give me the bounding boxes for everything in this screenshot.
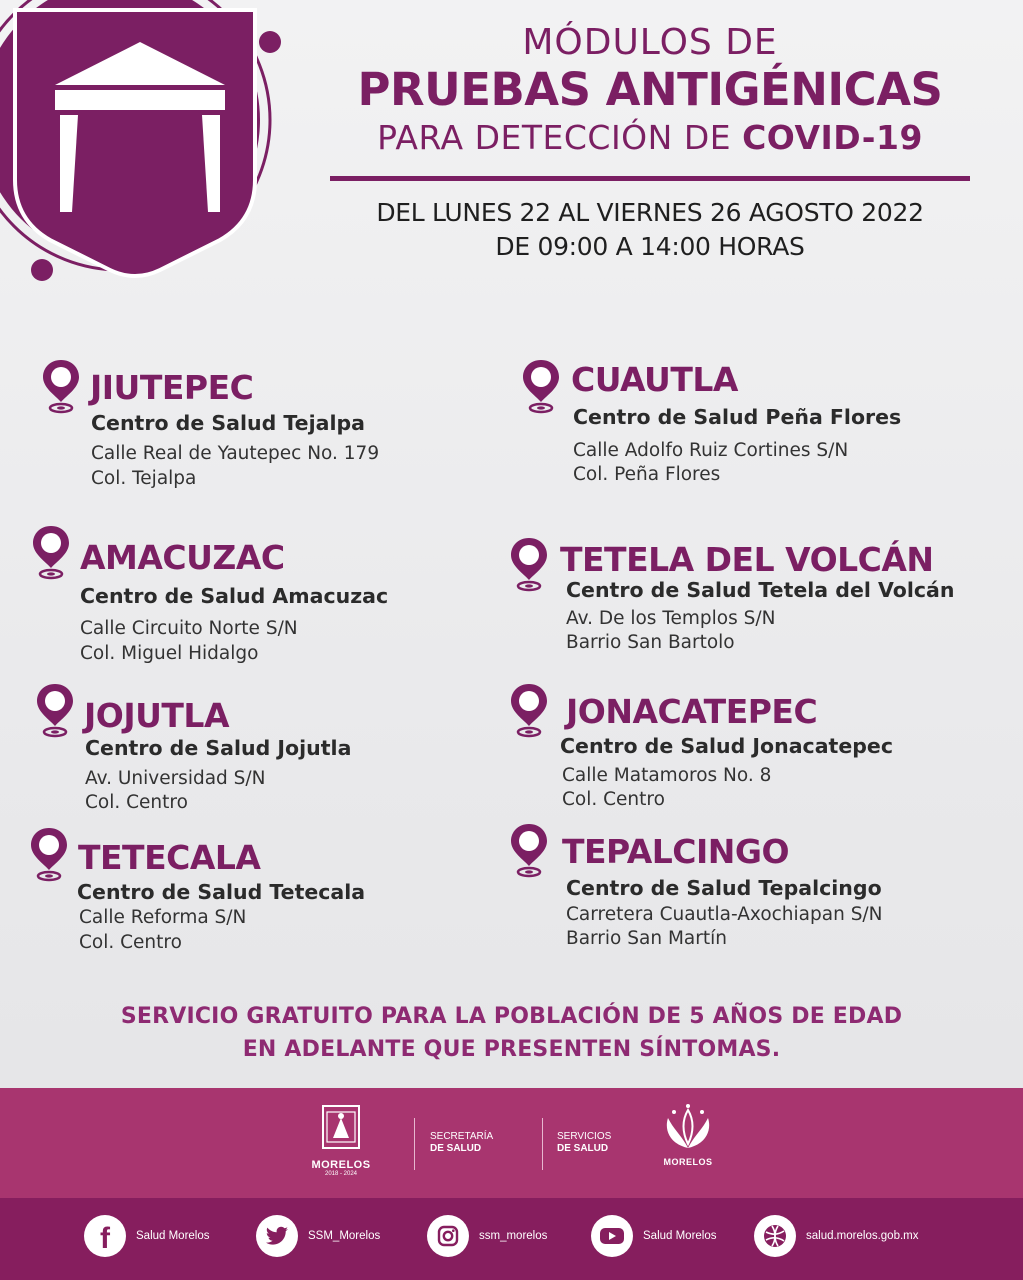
center-name: Centro de Salud Peña Flores [573,405,902,429]
social-instagram[interactable] [427,1215,547,1257]
address-line-2: Col. Centro [85,792,188,813]
morelos-shield-logo [308,1104,374,1177]
service-notice [30,1000,993,1066]
city-name: CUAUTLA [571,360,738,399]
morelos-years: 2018 - 2024 [324,1171,358,1177]
social-label: ssm_morelos [479,1230,548,1242]
center-name: Centro de Salud Jojutla [85,736,352,760]
morelos-label: MORELOS [311,1159,371,1171]
map-pin-icon [30,524,72,580]
title-line-1: MÓDULOS DE [522,22,778,63]
address-line-2: Col. Tejalpa [91,468,197,489]
page-title [320,22,980,157]
address-line-2: Col. Centro [79,932,182,953]
address-line-2: Col. Centro [562,789,665,810]
city-name: TETECALA [78,838,261,877]
center-name: Centro de Salud Tetela del Volcán [566,578,955,602]
address-line-2: Barrio San Martín [566,928,727,949]
web-icon [754,1215,796,1257]
center-name: Centro de Salud Tepalcingo [566,876,882,900]
city-name: JIUTEPEC [90,368,254,407]
address-line-2: Col. Miguel Hidalgo [80,643,259,664]
divider [414,1118,415,1170]
title-line-2: PRUEBAS ANTIGÉNICAS [357,63,943,116]
notice-line-2: EN ADELANTE QUE PRESENTEN SÍNTOMAS. [242,1037,781,1062]
social-facebook[interactable] [84,1215,210,1257]
social-label: SSM_Morelos [308,1230,381,1242]
divider [542,1118,543,1170]
map-pin-icon [34,682,76,738]
map-pin-icon [520,358,562,414]
facebook-icon: f [84,1215,126,1257]
map-pin-icon [28,826,70,882]
gov-label: MORELOS [663,1157,713,1167]
social-twitter[interactable] [256,1215,380,1257]
servicios-salud-logo [557,1131,611,1155]
secretaria-line-1: SECRETARÍA [430,1131,494,1142]
address-line-2: Barrio San Bartolo [566,632,735,653]
address-line-1: Calle Reforma S/N [79,907,247,928]
center-name: Centro de Salud Tejalpa [91,411,365,435]
center-name: Centro de Salud Tetecala [77,880,366,904]
secretaria-line-2: DE SALUD [430,1143,482,1154]
city-name: TETELA DEL VOLCÁN [560,540,934,579]
instagram-icon [427,1215,469,1257]
map-pin-icon [508,536,550,592]
address-line-1: Calle Circuito Norte S/N [80,618,298,639]
social-label: Salud Morelos [136,1230,210,1242]
footer-logos-band [0,1088,1023,1198]
youtube-icon [591,1215,633,1257]
address-line-1: Av. De los Templos S/N [566,608,776,629]
address-line-1: Calle Adolfo Ruiz Cortines S/N [573,440,849,461]
map-pin-icon [508,682,550,738]
servicios-line-2: DE SALUD [557,1143,609,1154]
city-name: AMACUZAC [80,538,285,577]
address-line-2: Col. Peña Flores [573,464,721,485]
secretaria-salud-logo [430,1131,493,1155]
shield-icon [321,1104,361,1154]
twitter-icon [256,1215,298,1257]
center-name: Centro de Salud Amacuzac [80,584,389,608]
social-youtube[interactable] [591,1215,717,1257]
social-label: Salud Morelos [643,1230,717,1242]
title-divider [330,176,970,181]
city-name: TEPALCINGO [562,832,790,871]
schedule [320,196,980,264]
hours-line: DE 09:00 A 14:00 HORAS [495,232,805,261]
social-label: salud.morelos.gob.mx [806,1230,919,1242]
flower-emblem-icon [660,1104,716,1152]
tent-logo [0,0,300,300]
address-line-1: Calle Real de Yautepec No. 179 [91,443,380,464]
city-name: JONACATEPEC [566,692,818,731]
center-name: Centro de Salud Jonacatepec [560,734,893,758]
dates-line: DEL LUNES 22 AL VIERNES 26 AGOSTO 2022 [376,198,924,227]
map-pin-icon [508,822,550,878]
address-line-1: Calle Matamoros No. 8 [562,765,772,786]
city-name: JOJUTLA [84,696,229,735]
address-line-1: Carretera Cuautla-Axochiapan S/N [566,904,883,925]
social-website[interactable] [754,1215,919,1257]
address-line-1: Av. Universidad S/N [85,768,266,789]
title-line-3: PARA DETECCIÓN DE COVID-19 [377,118,923,157]
map-pin-icon [40,358,82,414]
servicios-line-1: SERVICIOS [557,1131,612,1142]
morelos-government-logo [655,1104,721,1167]
notice-line-1: SERVICIO GRATUITO PARA LA POBLACIÓN DE 5 AÑOS DE EDAD [120,1004,903,1029]
